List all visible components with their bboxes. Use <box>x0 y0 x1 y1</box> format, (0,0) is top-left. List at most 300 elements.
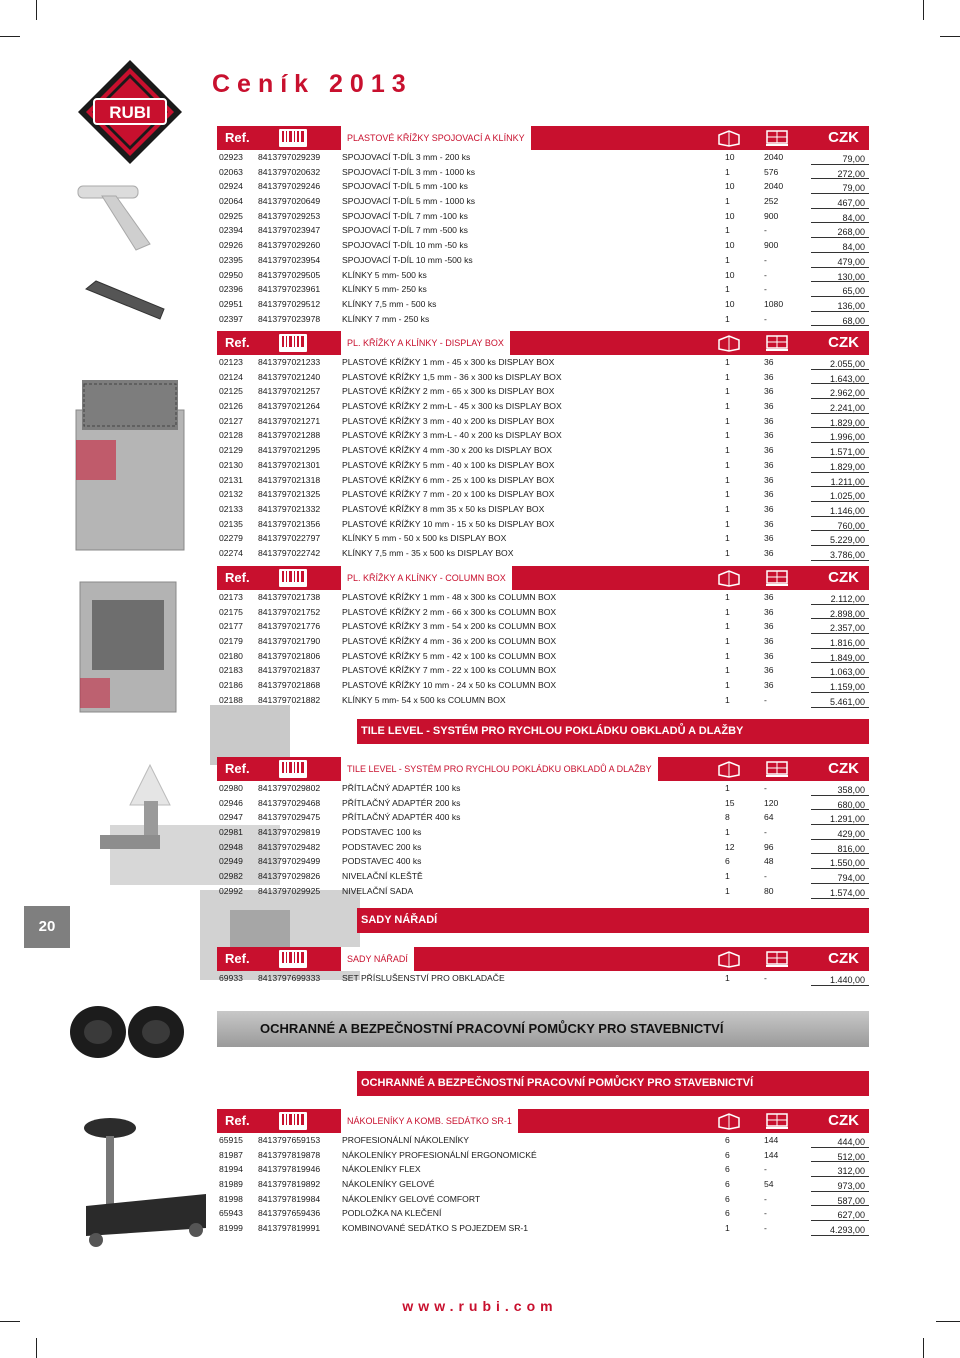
pallet-qty-cell: - <box>764 973 767 983</box>
table-row <box>217 1133 869 1148</box>
ean-cell: 8413797021806 <box>258 650 321 661</box>
ean-cell: 8413797023961 <box>258 284 321 295</box>
ref-cell: 65915 <box>219 1135 243 1145</box>
price-section-column-box <box>217 566 869 708</box>
section-title: NÁKOLENÍKY A KOMB. SEDÁTKO SR-1 <box>341 1109 518 1133</box>
tile-level-banner <box>357 719 869 744</box>
ref-cell: 02131 <box>219 474 243 485</box>
ean-cell: 8413797029239 <box>258 152 321 162</box>
description-cell: PODSTAVEC 400 ks <box>342 856 422 867</box>
section-rows <box>217 150 869 326</box>
ean-cell: 8413797021233 <box>258 357 321 367</box>
price-cell: 130,00 <box>837 271 865 282</box>
pack-qty-cell: 1 <box>725 166 730 177</box>
price-cell: 760,00 <box>837 520 865 531</box>
pallet-qty-cell: - <box>764 1223 767 1234</box>
price-cell: 1.291,00 <box>829 814 865 825</box>
ean-cell: 8413797021752 <box>258 606 321 617</box>
ean-cell: 8413797029468 <box>258 797 321 808</box>
pallet-qty-cell: - <box>764 783 767 793</box>
ref-cell: 02951 <box>219 298 243 309</box>
ref-cell: 69933 <box>219 973 243 983</box>
ref-label: Ref. <box>217 947 257 971</box>
price-cell: 84,00 <box>842 242 865 253</box>
table-row <box>217 312 869 327</box>
ref-cell: 02186 <box>219 680 243 691</box>
description-cell: SPOJOVACÍ T-DÍL 5 mm - 1000 ks <box>342 196 476 207</box>
ean-cell: 8413797029826 <box>258 871 321 882</box>
description-cell: SPOJOVACÍ T-DÍL 7 mm -500 ks <box>342 225 468 236</box>
ref-cell: 02177 <box>219 621 243 632</box>
pallet-qty-cell: 120 <box>764 797 779 808</box>
description-cell: PLASTOVÉ KŘÍŽKY 2 mm - 66 x 300 ks COLUMN BOX <box>342 606 557 617</box>
crop-mark <box>936 1321 960 1322</box>
table-row <box>217 487 869 502</box>
pack-qty-cell: 1 <box>725 694 730 705</box>
barcode-icon <box>279 950 307 968</box>
description-cell: KLÍNKY 7 mm - 250 ks <box>342 313 430 324</box>
section-title: SADY NÁŘADÍ <box>341 947 414 971</box>
ref-cell: 02063 <box>219 166 243 177</box>
description-cell: PLASTOVÉ KŘÍŽKY 3 mm-L - 40 x 200 ks DISPLAY BOX <box>342 430 562 441</box>
ref-cell: 02127 <box>219 415 243 426</box>
table-row <box>217 297 869 312</box>
ref-cell: 02180 <box>219 650 243 661</box>
section-rows <box>217 971 869 986</box>
pack-qty-cell: 1 <box>725 636 730 647</box>
table-row <box>217 649 869 664</box>
price-cell: 794,00 <box>837 873 865 884</box>
description-cell: PLASTOVÉ KŘÍŽKY 4 mm - 36 x 200 ks COLUMN BOX <box>342 636 557 647</box>
single-box-icon <box>715 950 743 968</box>
price-cell: 973,00 <box>837 1181 865 1192</box>
pallet-box-icon <box>763 760 791 778</box>
pallet-qty-cell: 36 <box>764 606 774 617</box>
description-cell: SPOJOVACÍ T-DÍL 10 mm -50 ks <box>342 240 468 251</box>
ean-cell: 8413797819946 <box>258 1164 321 1175</box>
ref-cell: 02947 <box>219 812 243 823</box>
pack-qty-cell: 1 <box>725 196 730 207</box>
description-cell: PLASTOVÉ KŘÍŽKY 1 mm - 48 x 300 ks COLUMN BOX <box>342 592 557 602</box>
pack-qty-cell: 15 <box>725 797 735 808</box>
description-cell: PLASTOVÉ KŘÍŽKY 7 mm - 22 x 100 ks COLUMN BOX <box>342 665 557 676</box>
pallet-qty-cell: 48 <box>764 856 774 867</box>
table-row <box>217 399 869 414</box>
ref-label: Ref. <box>217 1109 257 1133</box>
banner-text: OCHRANNÉ A BEZPEČNOSTNÍ PRACOVNÍ POMŮCKY PRO STAVEBNICTVÍ <box>361 1077 754 1089</box>
ean-cell: 8413797021271 <box>258 415 321 426</box>
ref-cell: 02135 <box>219 518 243 529</box>
pallet-qty-cell: 36 <box>764 357 774 367</box>
knee-pads-photo <box>62 1000 192 1060</box>
pack-qty-cell: 1 <box>725 371 730 382</box>
pack-qty-cell: 1 <box>725 459 730 470</box>
description-cell: KOMBINOVANÉ SEDÁTKO S POJEZDEM SR-1 <box>342 1223 529 1234</box>
barcode-icon <box>279 334 307 352</box>
ref-cell: 02188 <box>219 694 243 705</box>
table-row <box>217 663 869 678</box>
pack-qty-cell: 8 <box>725 812 730 823</box>
pallet-box-icon <box>763 334 791 352</box>
table-row <box>217 209 869 224</box>
pack-qty-cell: 6 <box>725 1179 730 1190</box>
price-cell: 2.898,00 <box>829 608 865 619</box>
pack-qty-cell: 10 <box>725 181 735 192</box>
table-row <box>217 223 869 238</box>
pack-qty-cell: 1 <box>725 665 730 676</box>
table-row <box>217 1162 869 1177</box>
table-row <box>217 619 869 634</box>
price-cell: 1.146,00 <box>829 505 865 516</box>
pack-qty-cell: 1 <box>725 871 730 882</box>
footer-url: www.rubi.com <box>402 1298 558 1314</box>
description-cell: PLASTOVÉ KŘÍŽKY 7 mm - 20 x 100 ks DISPLAY BOX <box>342 489 555 500</box>
price-cell: 79,00 <box>842 154 865 164</box>
description-cell: KLÍNKY 7,5 mm - 500 ks <box>342 298 437 309</box>
ean-cell: 8413797029499 <box>258 856 321 867</box>
description-cell: SPOJOVACÍ T-DÍL 10 mm -500 ks <box>342 254 473 265</box>
pallet-qty-cell: 36 <box>764 621 774 632</box>
ean-cell: 8413797021288 <box>258 430 321 441</box>
ref-cell: 02925 <box>219 210 243 221</box>
ref-cell: 02992 <box>219 885 243 896</box>
ean-cell: 8413797659153 <box>258 1135 321 1145</box>
price-cell: 1.643,00 <box>829 373 865 384</box>
description-cell: PLASTOVÉ KŘÍŽKY 5 mm - 40 x 100 ks DISPLAY BOX <box>342 459 555 470</box>
table-row <box>217 840 869 855</box>
pallet-box-icon <box>763 1112 791 1130</box>
ean-cell: 8413797021356 <box>258 518 321 529</box>
table-row <box>217 1192 869 1207</box>
pallet-qty-cell: - <box>764 225 767 236</box>
price-underline <box>811 1235 869 1236</box>
table-row <box>217 531 869 546</box>
pack-qty-cell: 6 <box>725 856 730 867</box>
ref-cell: 02950 <box>219 269 243 280</box>
pallet-qty-cell: 36 <box>764 445 774 456</box>
table-row <box>217 1221 869 1236</box>
ref-cell: 02926 <box>219 240 243 251</box>
ean-cell: 8413797029819 <box>258 827 321 838</box>
table-row <box>217 1206 869 1221</box>
description-cell: PLASTOVÉ KŘÍŽKY 3 mm - 40 x 200 ks DISPLAY BOX <box>342 415 555 426</box>
pallet-box-icon <box>763 950 791 968</box>
ref-cell: 02946 <box>219 797 243 808</box>
price-cell: 1.571,00 <box>829 447 865 458</box>
description-cell: PLASTOVÉ KŘÍŽKY 3 mm - 54 x 200 ks COLUMN BOX <box>342 621 557 632</box>
ref-cell: 02980 <box>219 783 243 793</box>
ref-cell: 02175 <box>219 606 243 617</box>
price-cell: 444,00 <box>837 1137 865 1147</box>
table-row <box>217 238 869 253</box>
ean-cell: 8413797022797 <box>258 533 321 544</box>
pallet-qty-cell: - <box>764 1208 767 1219</box>
price-cell: 512,00 <box>837 1151 865 1162</box>
pallet-qty-cell: 80 <box>764 885 774 896</box>
price-section-knee-pads <box>217 1109 869 1236</box>
currency-label: CZK <box>828 760 859 777</box>
pack-qty-cell: 1 <box>725 254 730 265</box>
section-header <box>217 126 869 150</box>
section-title: PL. KŘÍŽKY A KLÍNKY - COLUMN BOX <box>341 566 512 590</box>
price-section-connecting-spacers <box>217 126 869 326</box>
ref-cell: 02133 <box>219 503 243 514</box>
table-row <box>217 781 869 796</box>
table-row <box>217 165 869 180</box>
description-cell: NIVELAČNÍ KLEŠTĚ <box>342 871 423 882</box>
table-row <box>217 428 869 443</box>
table-row <box>217 370 869 385</box>
price-section-display-box <box>217 331 869 561</box>
pack-qty-cell: 1 <box>725 621 730 632</box>
column-box-photo <box>70 570 190 720</box>
section-title: PLASTOVÉ KŘÍŽKY SPOJOVACÍ A KLÍNKY <box>341 126 531 150</box>
ean-cell: 8413797819984 <box>258 1193 321 1204</box>
pallet-qty-cell: 36 <box>764 518 774 529</box>
ref-cell: 81989 <box>219 1179 243 1190</box>
table-row <box>217 414 869 429</box>
barcode-icon <box>279 129 307 147</box>
table-row <box>217 253 869 268</box>
pack-qty-cell: 1 <box>725 474 730 485</box>
pallet-qty-cell: 36 <box>764 371 774 382</box>
section-rows <box>217 590 869 708</box>
crop-mark <box>36 0 37 20</box>
ref-label: Ref. <box>217 566 257 590</box>
ean-cell: 8413797029925 <box>258 885 321 896</box>
price-cell: 467,00 <box>837 198 865 209</box>
description-cell: PODSTAVEC 100 ks <box>342 827 422 838</box>
pack-qty-cell: 1 <box>725 650 730 661</box>
price-cell: 429,00 <box>837 829 865 840</box>
pallet-qty-cell: 576 <box>764 166 779 177</box>
price-cell: 1.440,00 <box>829 975 865 985</box>
ean-cell: 8413797023954 <box>258 254 321 265</box>
price-cell: 136,00 <box>837 300 865 311</box>
pallet-qty-cell: - <box>764 694 767 705</box>
table-row <box>217 194 869 209</box>
description-cell: PLASTOVÉ KŘÍŽKY 10 mm - 24 x 50 ks COLUMN BOX <box>342 680 557 691</box>
description-cell: PŘÍTLAČNÝ ADAPTÉR 100 ks <box>342 783 461 793</box>
pallet-qty-cell: 144 <box>764 1135 779 1145</box>
crop-mark <box>0 1321 20 1322</box>
table-row <box>217 693 869 708</box>
ean-cell: 8413797029246 <box>258 181 321 192</box>
ean-cell: 8413797020649 <box>258 196 321 207</box>
price-cell: 65,00 <box>842 286 865 297</box>
currency-label: CZK <box>828 129 859 146</box>
table-row <box>217 825 869 840</box>
pallet-qty-cell: 36 <box>764 636 774 647</box>
single-box-icon <box>715 569 743 587</box>
pallet-qty-cell: 36 <box>764 386 774 397</box>
description-cell: KLÍNKY 5 mm - 50 x 500 ks DISPLAY BOX <box>342 533 507 544</box>
description-cell: NÁKOLENÍKY PROFESIONÁLNÍ ERGONOMICKÉ <box>342 1149 537 1160</box>
pack-qty-cell: 1 <box>725 445 730 456</box>
price-cell: 68,00 <box>842 315 865 326</box>
table-row <box>217 810 869 825</box>
pack-qty-cell: 10 <box>725 298 735 309</box>
safety-category-band <box>217 1011 869 1047</box>
description-cell: KLÍNKY 5 mm- 500 ks <box>342 269 427 280</box>
svg-text:RUBI: RUBI <box>109 103 151 122</box>
ref-cell: 02183 <box>219 665 243 676</box>
ean-cell: 8413797023978 <box>258 313 321 324</box>
pack-qty-cell: 10 <box>725 152 735 162</box>
pack-qty-cell: 1 <box>725 386 730 397</box>
ref-cell: 02924 <box>219 181 243 192</box>
pallet-qty-cell: 36 <box>764 415 774 426</box>
section-title: PL. KŘÍŽKY A KLÍNKY - DISPLAY BOX <box>341 331 510 355</box>
description-cell: PLASTOVÉ KŘÍŽKY 10 mm - 15 x 50 ks DISPLAY BOX <box>342 518 555 529</box>
description-cell: NÁKOLENÍKY GELOVÉ <box>342 1179 435 1190</box>
ref-cell: 81994 <box>219 1164 243 1175</box>
description-cell: PLASTOVÉ KŘÍŽKY 1,5 mm - 36 x 300 ks DISPLAY BOX <box>342 371 562 382</box>
description-cell: KLÍNKY 5 mm- 54 x 500 ks COLUMN BOX <box>342 694 506 705</box>
display-box-photo <box>70 370 190 560</box>
pack-qty-cell: 1 <box>725 783 730 793</box>
pallet-qty-cell: 36 <box>764 533 774 544</box>
pallet-qty-cell: 2040 <box>764 181 784 192</box>
ean-cell: 8413797699333 <box>258 973 321 983</box>
section-title: TILE LEVEL - SYSTÉM PRO RYCHLOU POKLÁDKU OBKLADŮ A DLAŽBY <box>341 757 658 781</box>
ean-cell: 8413797029260 <box>258 240 321 251</box>
table-row <box>217 282 869 297</box>
ean-cell: 8413797020632 <box>258 166 321 177</box>
ref-cell: 02130 <box>219 459 243 470</box>
price-section-tile-level <box>217 757 869 899</box>
pack-qty-cell: 1 <box>725 885 730 896</box>
band-text: OCHRANNÉ A BEZPEČNOSTNÍ PRACOVNÍ POMŮCKY PRO STAVEBNICTVÍ <box>260 1021 724 1036</box>
ref-cell: 02396 <box>219 284 243 295</box>
ref-cell: 02124 <box>219 371 243 382</box>
table-row <box>217 150 869 165</box>
crop-mark <box>36 1338 37 1358</box>
section-header <box>217 331 869 355</box>
table-row <box>217 1148 869 1163</box>
price-cell: 3.786,00 <box>829 549 865 560</box>
safety-banner <box>357 1071 869 1096</box>
description-cell: SET PŘÍSLUŠENSTVÍ PRO OBKLADAČE <box>342 973 505 983</box>
banner-text: SADY NÁŘADÍ <box>361 914 438 926</box>
price-cell: 2.055,00 <box>829 359 865 369</box>
ean-cell: 8413797021257 <box>258 386 321 397</box>
description-cell: PŘÍTLAČNÝ ADAPTÉR 200 ks <box>342 797 461 808</box>
pack-qty-cell: 1 <box>725 827 730 838</box>
ref-cell: 02179 <box>219 636 243 647</box>
ean-cell: 8413797021868 <box>258 680 321 691</box>
pallet-qty-cell: 900 <box>764 240 779 251</box>
table-row <box>217 517 869 532</box>
ean-cell: 8413797021738 <box>258 592 321 602</box>
barcode-icon <box>279 760 307 778</box>
price-cell: 1.996,00 <box>829 432 865 443</box>
single-box-icon <box>715 334 743 352</box>
ean-cell: 8413797021318 <box>258 474 321 485</box>
crop-mark <box>923 1338 924 1358</box>
table-row <box>217 884 869 899</box>
table-row <box>217 179 869 194</box>
pack-qty-cell: 10 <box>725 269 735 280</box>
pack-qty-cell: 6 <box>725 1135 730 1145</box>
ean-cell: 8413797021325 <box>258 489 321 500</box>
barcode-icon <box>279 1112 307 1130</box>
price-cell: 587,00 <box>837 1195 865 1206</box>
price-cell: 2.241,00 <box>829 403 865 414</box>
section-rows <box>217 355 869 561</box>
price-cell: 2.112,00 <box>830 594 865 604</box>
pack-qty-cell: 6 <box>725 1149 730 1160</box>
ean-cell: 8413797021332 <box>258 503 321 514</box>
ref-cell: 02125 <box>219 386 243 397</box>
table-row <box>217 869 869 884</box>
crop-mark <box>923 0 924 20</box>
banner-text: TILE LEVEL - SYSTÉM PRO RYCHLOU POKLÁDKU OBKLADŮ A DLAŽBY <box>361 725 744 737</box>
table-row <box>217 458 869 473</box>
description-cell: PLASTOVÉ KŘÍŽKY 1 mm - 45 x 300 ks DISPLAY BOX <box>342 357 555 367</box>
pallet-qty-cell: 64 <box>764 812 774 823</box>
table-row <box>217 971 869 986</box>
crop-mark <box>940 36 960 37</box>
ref-label: Ref. <box>217 757 257 781</box>
ref-cell: 02173 <box>219 592 243 602</box>
pallet-qty-cell: - <box>764 871 767 882</box>
ean-cell: 8413797819991 <box>258 1223 321 1234</box>
description-cell: PLASTOVÉ KŘÍŽKY 4 mm -30 x 200 ks DISPLAY BOX <box>342 445 552 456</box>
currency-label: CZK <box>828 334 859 351</box>
section-header <box>217 566 869 590</box>
description-cell: PODSTAVEC 200 ks <box>342 841 422 852</box>
ean-cell: 8413797029802 <box>258 783 321 793</box>
pack-qty-cell: 1 <box>725 489 730 500</box>
description-cell: PLASTOVÉ KŘÍŽKY 6 mm - 25 x 100 ks DISPLAY BOX <box>342 474 555 485</box>
price-underline <box>811 898 869 899</box>
description-cell: SPOJOVACÍ T-DÍL 3 mm - 200 ks <box>342 152 471 162</box>
pack-qty-cell: 1 <box>725 547 730 558</box>
ean-cell: 8413797659436 <box>258 1208 321 1219</box>
ean-cell: 8413797029482 <box>258 841 321 852</box>
description-cell: NÁKOLENÍKY GELOVÉ COMFORT <box>342 1193 481 1204</box>
tool-sets-banner <box>357 908 869 933</box>
description-cell: SPOJOVACÍ T-DÍL 5 mm -100 ks <box>342 181 468 192</box>
table-row <box>217 1177 869 1192</box>
pack-qty-cell: 1 <box>725 430 730 441</box>
price-cell: 312,00 <box>837 1166 865 1177</box>
ean-cell: 8413797021776 <box>258 621 321 632</box>
table-row <box>217 634 869 649</box>
pack-qty-cell: 1 <box>725 533 730 544</box>
price-cell: 84,00 <box>842 212 865 223</box>
ref-cell: 02279 <box>219 533 243 544</box>
pack-qty-cell: 6 <box>725 1193 730 1204</box>
pack-qty-cell: 1 <box>725 973 730 983</box>
table-row <box>217 854 869 869</box>
ref-cell: 02274 <box>219 547 243 558</box>
rubi-logo <box>78 60 182 164</box>
price-underline <box>811 707 869 708</box>
ref-cell: 02064 <box>219 196 243 207</box>
section-rows <box>217 781 869 899</box>
section-rows <box>217 1133 869 1236</box>
table-row <box>217 268 869 283</box>
pack-qty-cell: 1 <box>725 415 730 426</box>
pack-qty-cell: 1 <box>725 606 730 617</box>
price-cell: 4.293,00 <box>829 1225 865 1236</box>
ref-cell: 02982 <box>219 871 243 882</box>
single-box-icon <box>715 1112 743 1130</box>
ref-cell: 81998 <box>219 1193 243 1204</box>
table-row <box>217 590 869 605</box>
